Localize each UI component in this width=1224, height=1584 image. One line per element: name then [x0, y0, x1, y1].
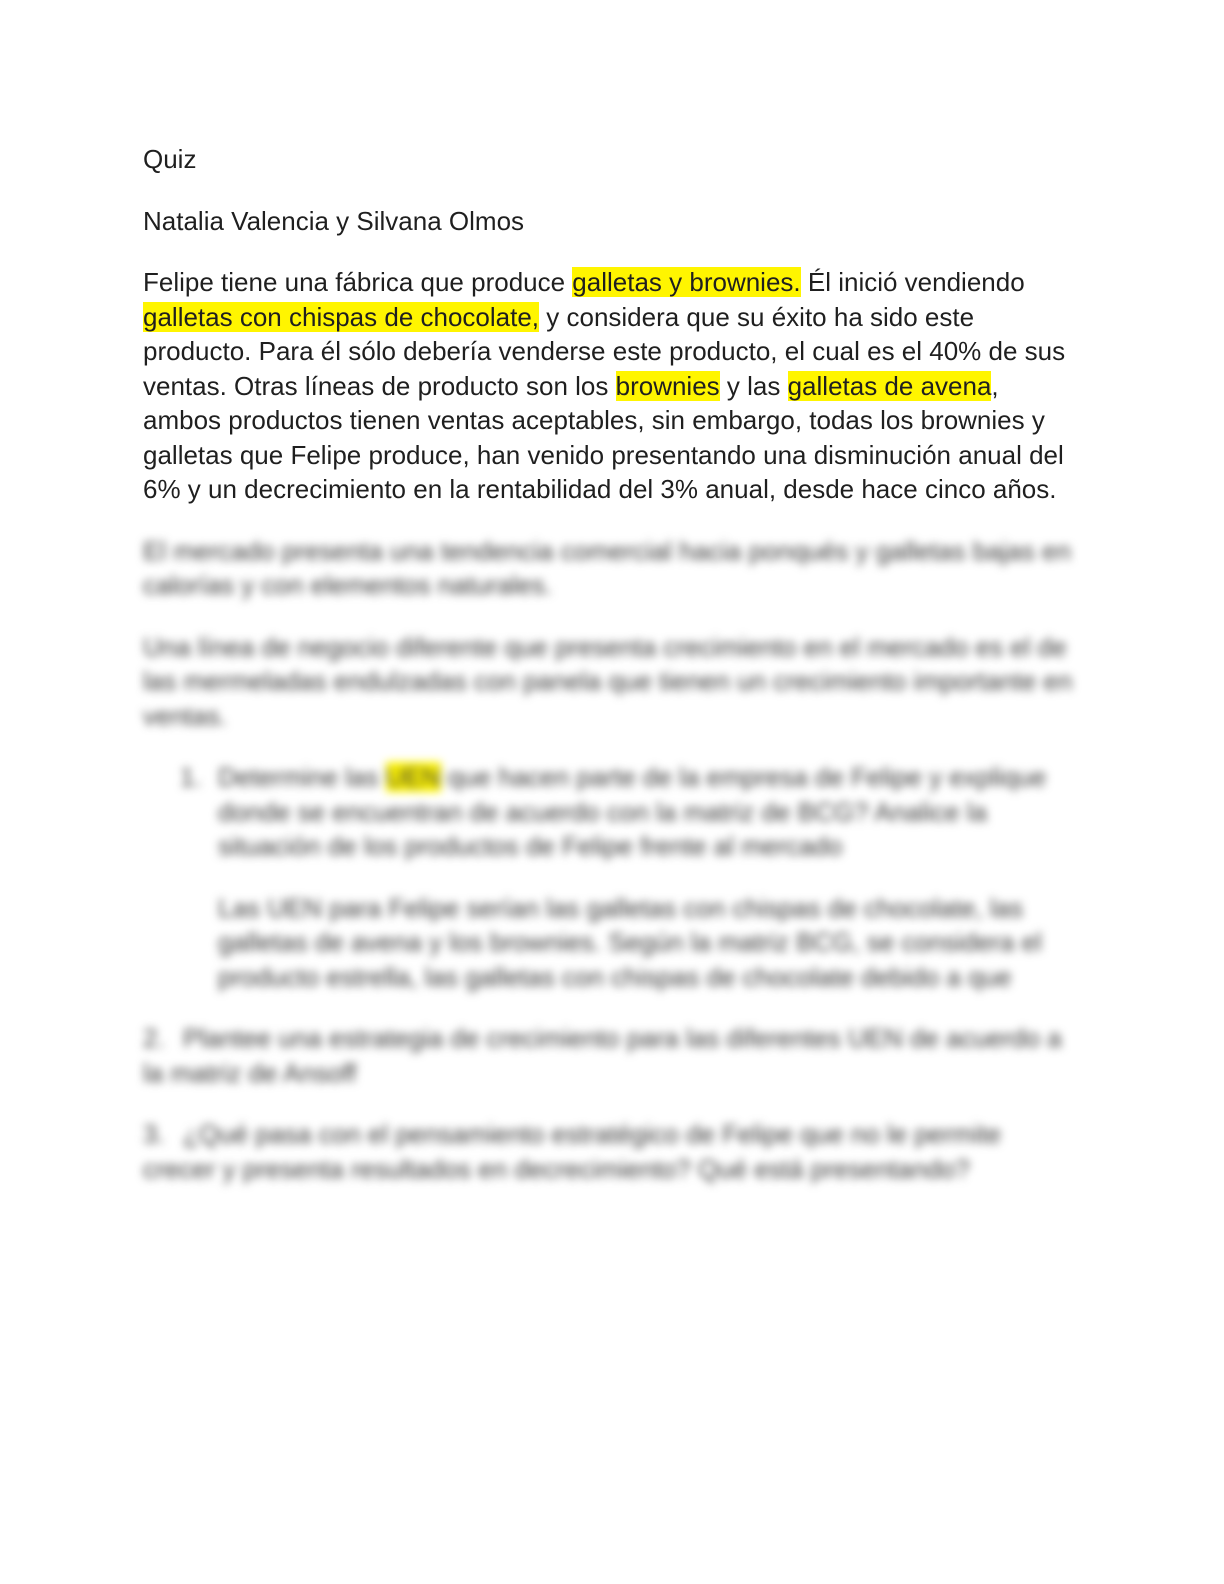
paragraph-mercado: El mercado presenta una tendencia comercial hacia ponqués y galletas bajas en calorías y con elementos naturales.	[143, 535, 1071, 600]
doc-title: Quiz	[143, 144, 197, 174]
question-2-number: 2.	[143, 1023, 165, 1053]
question-2	[143, 1021, 1073, 1090]
text-run: y las	[719, 370, 788, 401]
question-3-number: 3.	[143, 1119, 165, 1149]
question-1	[180, 760, 1073, 864]
question-1-number: 1.	[180, 762, 202, 792]
answer-1: Las UEN para Felipe serían las galletas con chispas de chocolate, las galletas de avena y los brownies. Según la matriz BCG, se considera el producto estrella, las galletas con chispas de chocolate debido a que	[218, 892, 1042, 992]
highlight-uen: UEN	[385, 762, 441, 792]
text-run: Él inició vendiendo	[800, 267, 1025, 297]
paragraph-intro	[143, 265, 1073, 507]
text-run: Plantee una estrategia de crecimiento para las diferentes UEN de acuerdo a la matriz de Ansoff	[143, 1023, 1062, 1088]
paragraph-linea-negocio: Una línea de negocio diferente que presenta crecimiento en el mercado es el de las mermeladas endulzadas con panela que tienen un crecimiento importante en ventas.	[143, 631, 1073, 731]
question-3	[143, 1117, 1073, 1186]
highlight-galletas-chispas: galletas con chispas de chocolate,	[143, 301, 540, 332]
text-run: que hacen parte de la empresa de Felipe y explique donde se encuentran de acuerdo con la matriz de BCG? Analice la situación de los productos de Felipe frente al mercado	[218, 762, 1047, 861]
highlight-brownies: brownies	[615, 370, 720, 401]
highlight-galletas-avena: galletas de avena	[787, 370, 992, 401]
text-run: y considera que su éxito ha sido este producto. Para él sólo debería venderse este producto, el cual es el 40% de sus ventas. Otras líneas de producto son los	[143, 301, 1066, 401]
text-run: , ambos productos tienen ventas aceptables, sin embargo, todas los brownies y galletas que Felipe produce, han venido presentando una disminución anual del 6% y un decrecimiento en la rentabilidad del 3% anual, desde hace cinco años.	[143, 370, 1064, 504]
text-run: ¿Qué pasa con el pensamiento estratégico de Felipe que no le permite crecer y presenta resultados en decrecimiento? Qué está presentando?	[143, 1119, 1002, 1184]
document-page	[143, 142, 1073, 1213]
doc-authors: Natalia Valencia y Silvana Olmos	[143, 205, 525, 236]
blurred-content	[143, 534, 1073, 1187]
text-run: Felipe tiene una fábrica que produce	[143, 267, 573, 297]
highlight-galletas-brownies: galletas y brownies.	[572, 267, 801, 297]
question-1-block	[143, 760, 1073, 994]
text-run: Determine las	[218, 762, 386, 792]
